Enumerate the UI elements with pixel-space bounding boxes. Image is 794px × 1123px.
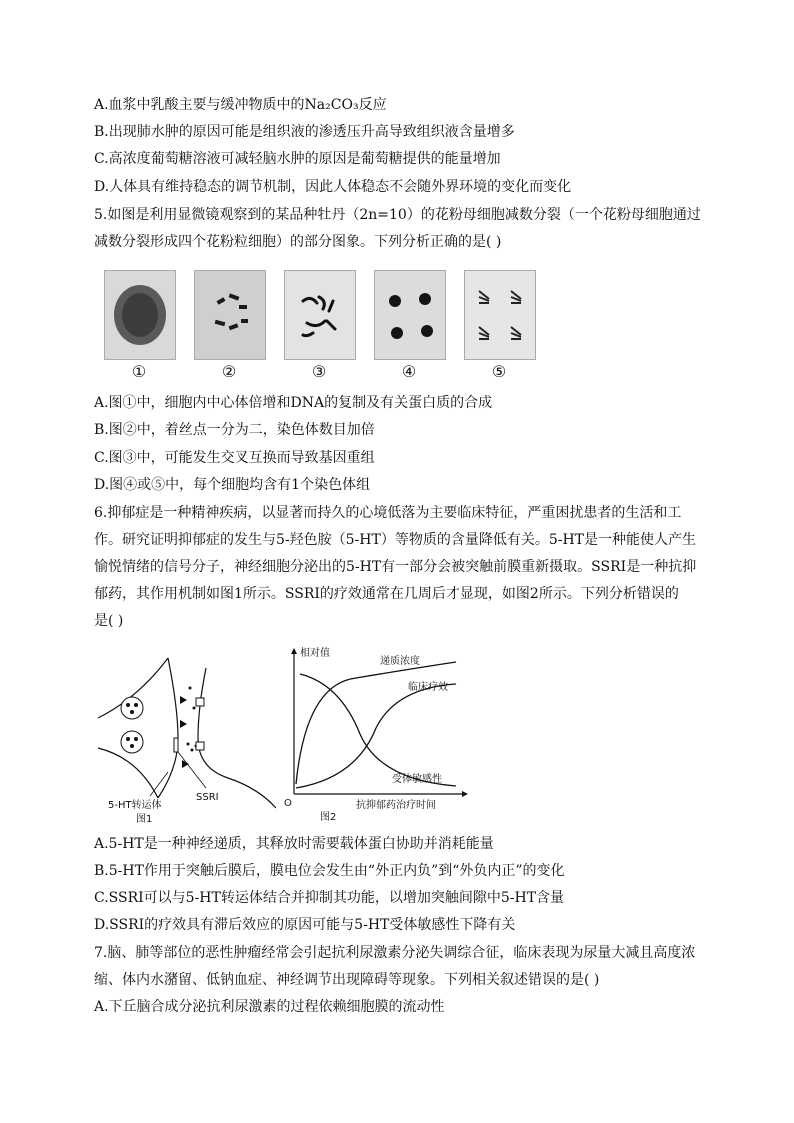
q5-micrograph-row [104,270,544,382]
q7-option-a: A.下丘脑合成分泌抗利尿激素的过程依赖细胞膜的流动性 [94,999,445,1015]
micrograph-label-5: ⑤ [491,362,507,381]
efficacy-curve [296,684,456,788]
label-ssri: SSRI [196,792,219,803]
q6-option-d: D.SSRI的疗效具有滞后效应的原因可能与5-HT受体敏感性下降有关 [94,917,516,933]
label-transmitter-concentration: 递质浓度 [380,656,420,667]
micrograph-3 [284,270,356,360]
q5-option-a: A.图①中，细胞内中心体倍增和DNA的复制及有关蛋白质的合成 [94,395,493,411]
micrograph-label-4: ④ [401,362,417,381]
q5-option-d: D.图④或⑤中，每个细胞均含有1个染色体组 [94,477,371,493]
q6-stem-line5: 是( ) [94,613,124,629]
micrograph-2 [194,270,266,360]
q7-stem-line2: 缩、体内水潴留、低钠血症、神经调节出现障碍等现象。下列相关叙述错误的是( ) [94,972,600,988]
micrograph-1 [104,270,176,360]
q5-option-b: B.图②中，着丝点一分为二，染色体数目加倍 [94,422,375,438]
q7-stem-line1: 7.脑、肺等部位的恶性肿瘤经常会引起抗利尿激素分泌失调综合征，临床表现为尿量大减且高度浓 [94,945,696,961]
fig2-caption: 图2 [320,812,337,823]
graph-ylabel: 相对值 [300,648,330,659]
label-receptor-sensitivity: 受体敏感性 [392,774,442,785]
q5-option-c: C.图③中，可能发生交叉互换而导致基因重组 [94,450,375,466]
synapse-diagram [96,648,276,828]
q4-option-c: C.高浓度葡萄糖溶液可减轻脑水肿的原因是葡萄糖提供的能量增加 [94,151,501,167]
q5-stem-line2: 减数分裂形成四个花粉粒细胞）的部分图象。下列分析正确的是( ) [94,234,502,250]
q4-option-d: D.人体具有维持稳态的调节机制，因此人体稳态不会随外界环境的变化而变化 [94,179,572,195]
micrograph-label-2: ② [221,362,237,381]
micrograph-4 [374,270,446,360]
q4-option-b: B.出现肺水肿的原因可能是组织液的渗透压升高导致组织液含量增多 [94,124,515,140]
q6-stem-line3: 愉悦情绪的信号分子，神经细胞分泌出的5-HT有一部分会被突触前膜重新摄取。SSRI是一种抗抑 [94,559,697,575]
micrograph-label-3: ③ [311,362,327,381]
q6-option-a: A.5-HT是一种神经递质，其释放时需要载体蛋白协助并消耗能量 [94,836,494,852]
label-clinical-efficacy: 临床疗效 [408,682,448,693]
graph-origin: O [284,798,292,809]
q4-option-a: A.血浆中乳酸主要与缓冲物质中的Na₂CO₃反应 [94,97,387,113]
q5-stem-line1: 5.如图是利用显微镜观察到的某品种牡丹（2n=10）的花粉母细胞减数分裂（一个花粉母细胞通过 [94,207,701,223]
q6-stem-line1: 6.抑郁症是一种精神疾病，以显著而持久的心境低落为主要临床特征，严重困扰患者的生活和工 [94,505,682,521]
q6-stem-line4: 郁药，其作用机制如图1所示。SSRI的疗效通常在几周后才显现，如图2所示。下列分析错误的 [94,586,679,602]
q6-stem-line2: 作。研究证明抑郁症的发生与5-羟色胺（5-HT）等物质的含量降低有关。5-HT是一种能使人产生 [94,532,697,548]
micrograph-5 [464,270,536,360]
q6-option-b: B.5-HT作用于突触后膜后，膜电位会发生由“外正内负”到“外负内正”的变化 [94,863,565,879]
micrograph-label-1: ① [131,362,147,381]
graph-xlabel: 抗抑郁药治疗时间 [356,800,436,811]
fig1-caption: 图1 [136,814,153,825]
transmitter-curve [296,662,456,784]
label-5ht-transporter: 5-HT转运体 [108,800,162,811]
q6-option-c: C.SSRI可以与5-HT转运体结合并抑制其功能，以增加突触间隙中5-HT含量 [94,890,565,906]
graph-curves [296,662,456,788]
relative-value-graph [280,644,470,824]
